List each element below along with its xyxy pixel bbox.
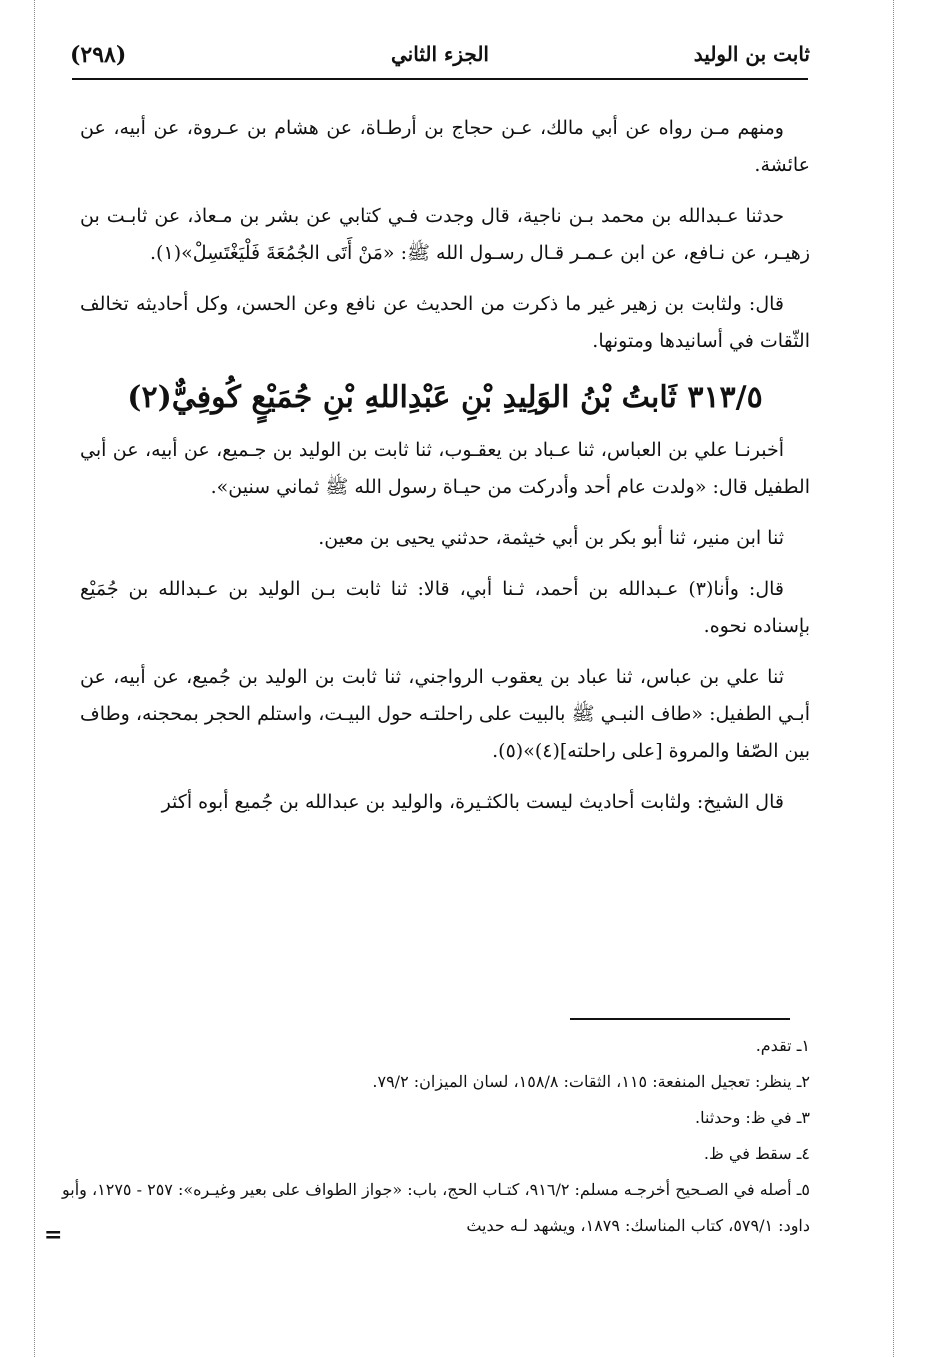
footnote-separator	[570, 1018, 790, 1020]
page-header	[70, 36, 810, 72]
entry-heading: ٣١٣/٥ ثَابتُ بْنُ الوَلِيدِ بْنِ عَبْدِاللهِ بْنِ جُمَيْعٍ كُوفِيٌّ(٢)	[127, 380, 763, 415]
running-title: ثابت بن الوليد	[693, 42, 810, 66]
paragraph-2: حدثنا عـبدالله بن محمد بـن ناجية، قال وجدت فـي كتابي عن بشر بن مـعاذ، عن ثابـت بن زهيـر، عن نـافع، عن ابن عـمـر قـال رسـول الله ﷺ: «مَنْ أَتَى الجُمُعَةَ فَلْيَغْتَسِلْ»(١).	[80, 205, 810, 264]
page-number: (٢٩٨)	[70, 42, 127, 68]
footnote-2: ٢ـ ينظر: تعجيل المنفعة: ١١٥، الثقات: ١٥٨/٨، لسان الميزان: ٧٩/٢.	[372, 1072, 810, 1091]
paragraph-4: أخبرنـا علي بن العباس، ثنا عـباد بن يعقـوب، ثنا ثابت بن الوليد بن جـميع، عن أبيه، عن أبي الطفيل قال: «ولدت عام أحد وأدركت من حيـاة رسول الله ﷺ ثماني سنين».	[80, 439, 810, 498]
volume-title: الجزء الثاني	[391, 42, 489, 66]
main-text	[80, 110, 810, 835]
footnotes	[50, 1028, 810, 1244]
footnote-4: ٤ـ سقط في ظ.	[703, 1144, 810, 1163]
paragraph-8: قال الشيخ: ولثابت أحاديث ليست بالكثـيرة، والوليد بن عبدالله بن جُميع أبوه أكثر	[161, 791, 784, 813]
scan-border-left	[34, 0, 35, 1357]
paragraph-3: قال: ولثابت بن زهير غير ما ذكرت من الحديث عن نافع وعن الحسن، وكل أحاديثه تخالف الثّقات في أسانيدها ومتونها.	[80, 293, 810, 352]
footnote-5: ٥ـ أصله في الصـحيح أخرجـه مسلم: ٩١٦/٢، كتـاب الحج، باب: «جواز الطواف على بعير وغيـره»: ٢٥٧ - ١٢٧٥، وأبو داود: ٥٧٩/١، كتاب المناسك: ١٨٧٩، ويشهد لـه حديث	[62, 1180, 810, 1235]
paragraph-6: قال: وأنا(٣) عـبدالله بن أحمد، ثـنا أبي، قالا: ثنا ثابت بـن الوليد بن عـبدالله بن جُمَيْع بإسناده نحوه.	[80, 578, 810, 637]
paragraph-7: ثنا علي بن عباس، ثنا عباد بن يعقوب الرواجني، ثنا ثابت بن الوليد بن جُميع، عن أبيه، عن أبـي الطفيل: «طاف النبـي ﷺ بالبيت على راحلتـه حول البيـت، واستلم الحجر بمحجنه، وطاف بين الصّفا والمروة [على راحلته](٤)»(٥).	[80, 666, 810, 762]
continuation-mark: =	[44, 1222, 63, 1248]
header-rule	[72, 78, 808, 80]
paragraph-1: ومنهم مـن رواه عن أبي مالك، عـن حجاج بن أرطـاة، عن هشام بن عـروة، عن أبيه، عن عائشة.	[80, 117, 810, 176]
footnote-3: ٣ـ في ظ: وحدثنا.	[695, 1108, 810, 1127]
footnote-1: ١ـ تقدم.	[755, 1036, 810, 1055]
scan-border-right	[893, 0, 894, 1357]
paragraph-5: ثنا ابن منير، ثنا أبو بكر بن أبي خيثمة، حدثني يحيى بن معين.	[318, 527, 784, 549]
